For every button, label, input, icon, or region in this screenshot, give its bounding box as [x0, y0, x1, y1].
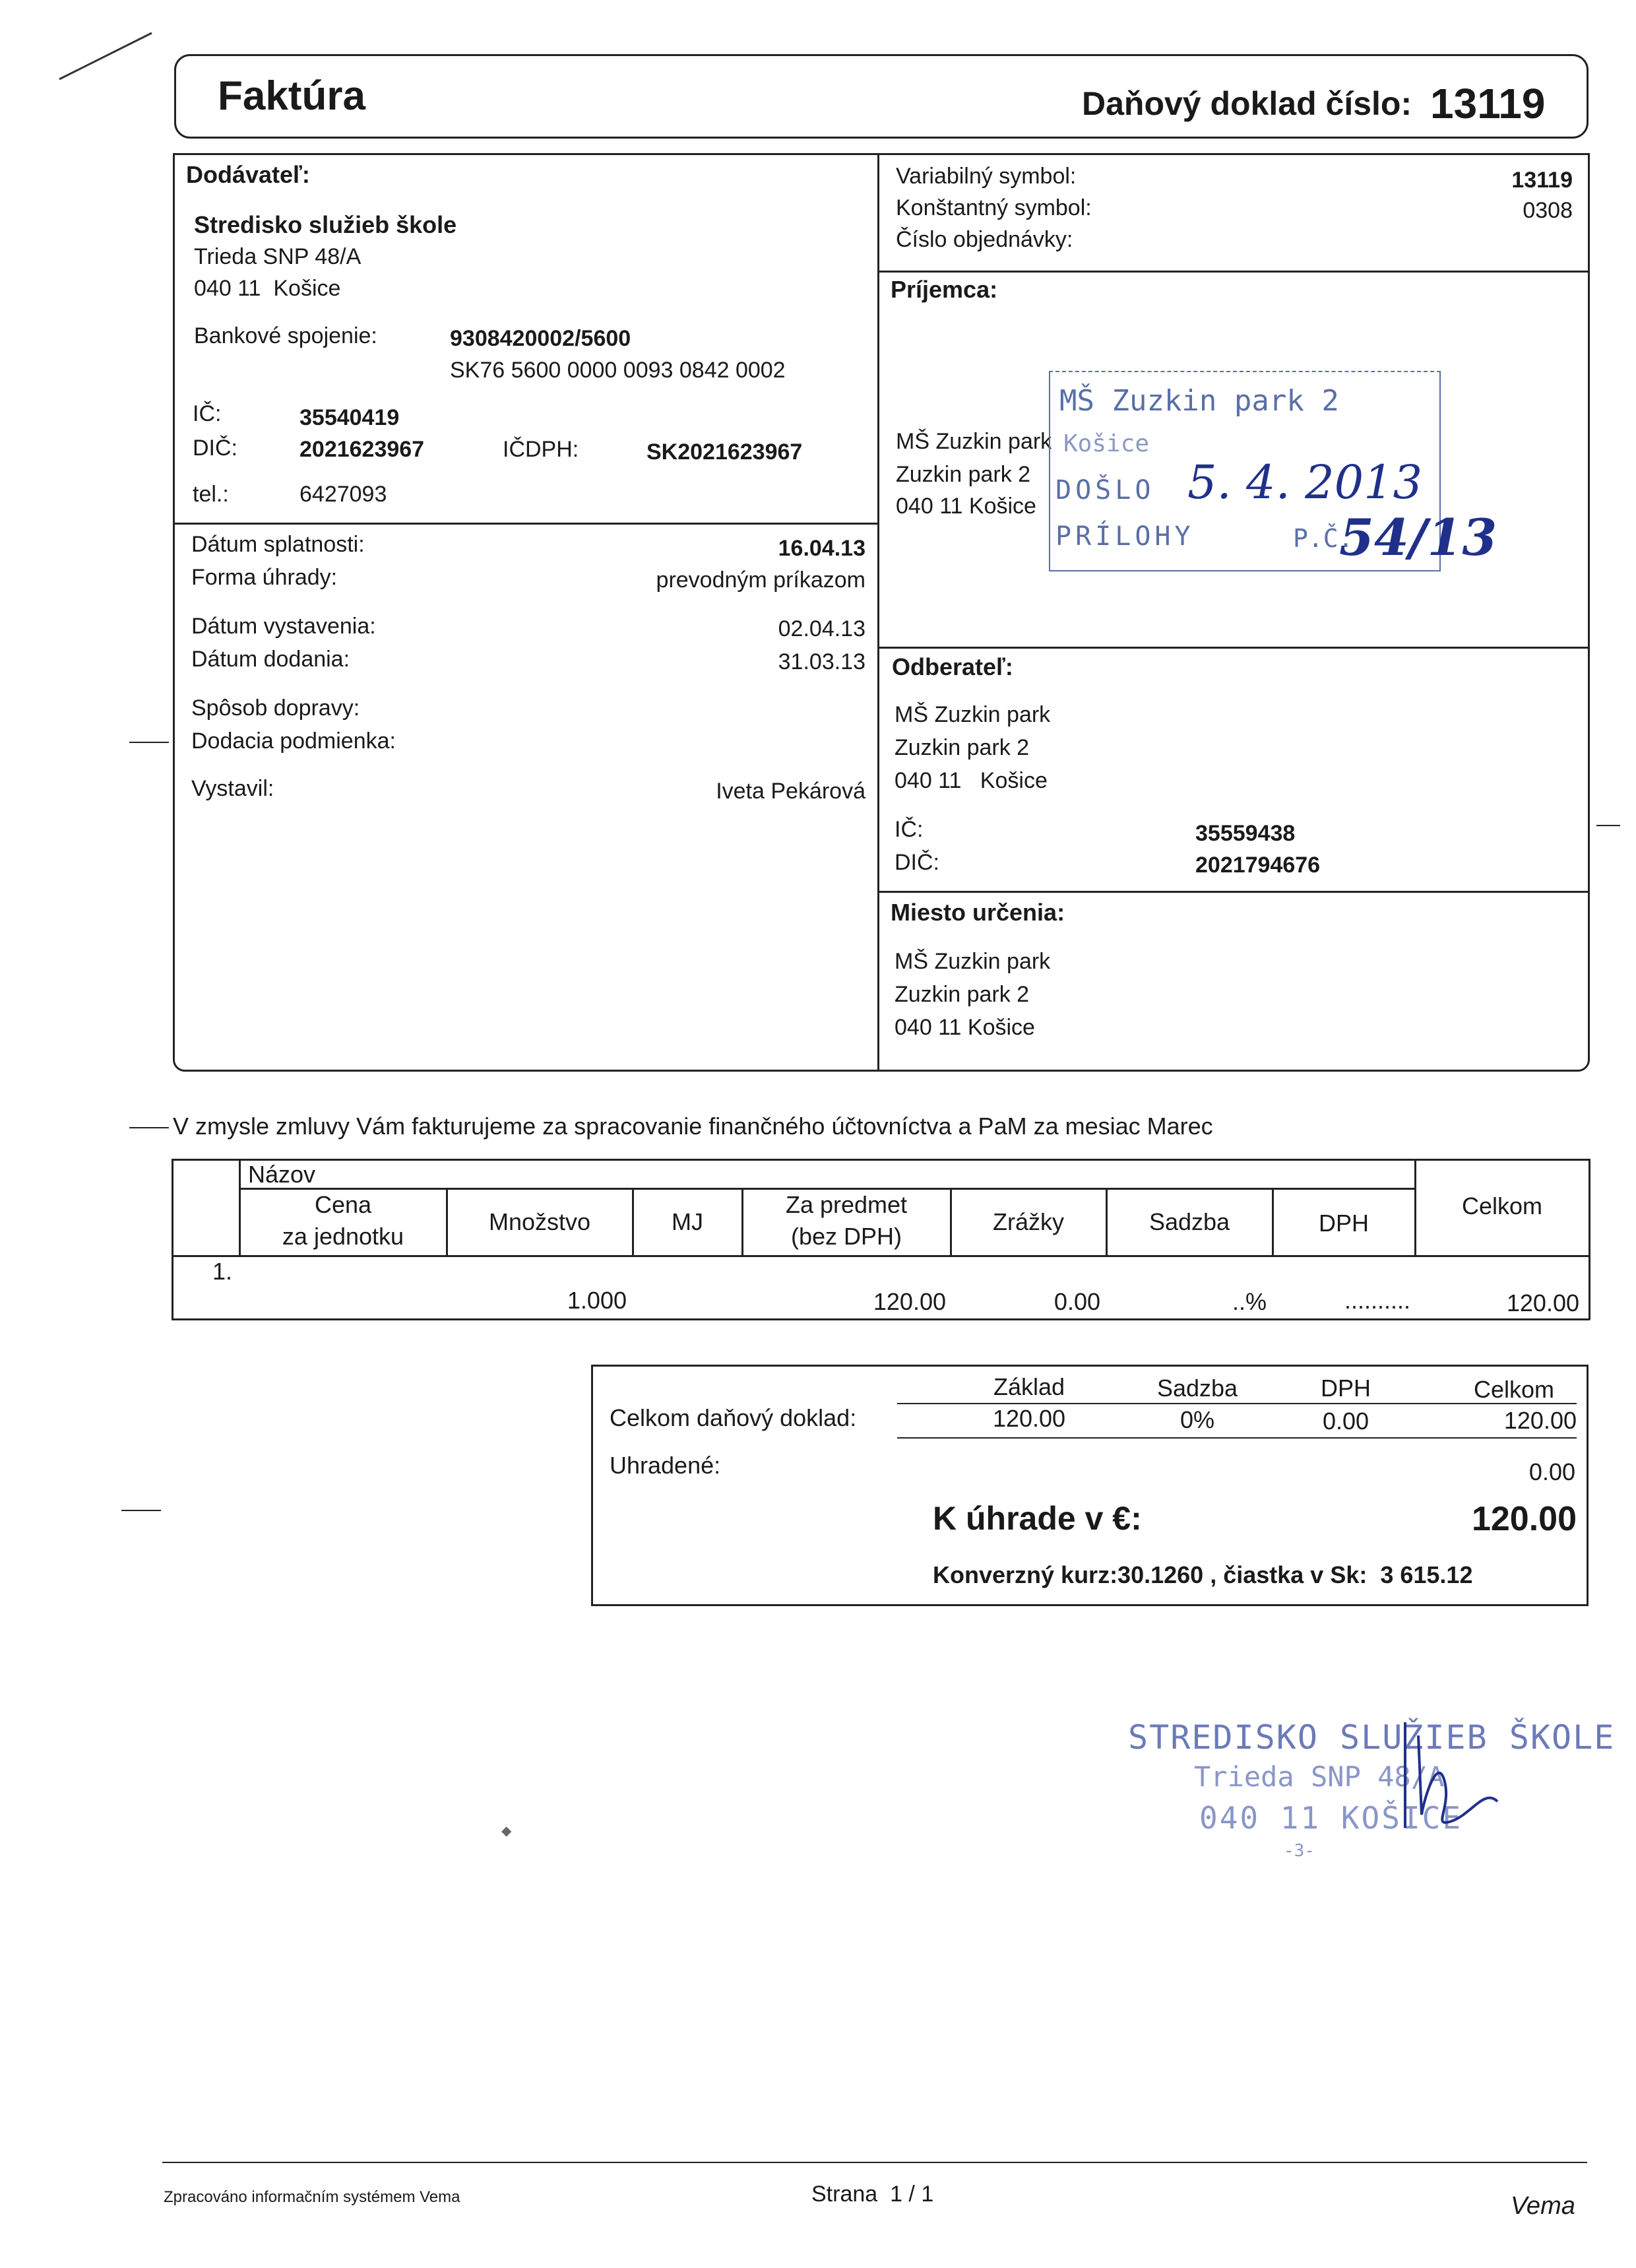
- received-stamp-line4: PRÍLOHY: [1055, 521, 1195, 552]
- stray-mark: ◆: [501, 1824, 512, 1838]
- paid-amount: 0.00: [1528, 1458, 1575, 1485]
- summary-base: 120.00: [992, 1405, 1066, 1432]
- summary-total: 120.00: [1503, 1407, 1577, 1434]
- iban: SK76 5600 0000 0093 0842 0002: [450, 358, 786, 383]
- recipient-name: MŠ Zuzkin park: [896, 429, 1052, 454]
- summary-rate-header: Sadzba: [1156, 1375, 1238, 1402]
- tel-label: tel.:: [193, 482, 229, 507]
- row-total: 120.00: [1506, 1289, 1579, 1316]
- paid-label: Uhradené:: [610, 1452, 721, 1479]
- footer-system: Zpracováno informačním systémem Vema: [164, 2188, 460, 2206]
- supplier-dic: 2021623967: [299, 437, 425, 462]
- bank-label: Bankové spojenie:: [194, 323, 377, 348]
- supplier-name: Stredisko služieb škole: [194, 211, 457, 238]
- received-date-handwritten: 5. 4. 2013: [1187, 455, 1423, 509]
- row-vat: ..........: [1344, 1287, 1410, 1314]
- col-unit-price-header-1: Cena: [314, 1191, 372, 1218]
- invoice-title: Faktúra: [218, 73, 365, 119]
- summary-rate: 0%: [1180, 1406, 1215, 1433]
- header-box: [173, 153, 1590, 1072]
- pen-mark: [53, 26, 158, 86]
- supplier-street: Trieda SNP 48/A: [194, 244, 362, 269]
- row-quantity: 1.000: [567, 1287, 627, 1314]
- received-stamp-line2: Košice: [1063, 430, 1150, 457]
- doc-number: 13119: [1430, 80, 1546, 127]
- customer-heading: Odberateľ:: [892, 653, 1013, 680]
- transport-label: Spôsob dopravy:: [191, 696, 360, 721]
- var-symbol-label: Variabilný symbol:: [896, 164, 1077, 189]
- col-rate-header: Sadzba: [1148, 1208, 1230, 1235]
- received-stamp-line1: MŠ Zuzkin park 2: [1059, 384, 1339, 418]
- dic-label: DIČ:: [193, 436, 237, 461]
- delivery-date-label: Dátum dodania:: [191, 647, 350, 672]
- company-stamp-line4: -3-: [1284, 1841, 1315, 1861]
- issue-date: 02.04.13: [778, 616, 865, 641]
- amount-due-label: K úhrade v €:: [933, 1500, 1142, 1537]
- delivery-terms-label: Dodacia podmienka:: [191, 729, 396, 754]
- supplier-tel: 6427093: [299, 482, 387, 507]
- supplier-city: 040 11 Košice: [194, 276, 341, 301]
- var-symbol: 13119: [1511, 168, 1573, 193]
- conversion-rate: Konverzný kurz:30.1260 , čiastka v Sk: 3 615.12: [933, 1561, 1473, 1588]
- destination-city: 040 11 Košice: [895, 1015, 1035, 1040]
- col-net-header-2: (bez DPH): [790, 1223, 902, 1250]
- company-stamp-line2: Trieda SNP 48/A: [1194, 1761, 1445, 1793]
- due-date: 16.04.13: [778, 536, 865, 561]
- received-stamp-line5: P.Č.: [1293, 524, 1354, 553]
- customer-ico: 35559438: [1195, 821, 1296, 846]
- col-vat-header: DPH: [1318, 1210, 1369, 1237]
- row-net: 120.00: [873, 1288, 946, 1315]
- customer-name: MŠ Zuzkin park: [895, 702, 1051, 727]
- const-symbol: 0308: [1523, 198, 1573, 223]
- col-quantity-header: Množstvo: [488, 1208, 591, 1235]
- col-net-header-1: Za predmet: [785, 1191, 908, 1218]
- destination-name: MŠ Zuzkin park: [895, 949, 1051, 974]
- recipient-heading: Príjemca:: [891, 276, 998, 303]
- supplier-heading: Dodávateľ:: [186, 161, 310, 188]
- customer-ico-label: IČ:: [895, 817, 924, 842]
- col-total-header: Celkom: [1461, 1192, 1543, 1219]
- received-stamp-line3: DOŠLO: [1055, 475, 1155, 505]
- col-unit-header: MJ: [672, 1208, 703, 1235]
- company-stamp-line1: STREDISKO SLUŽIEB ŠKOLE: [1128, 1718, 1616, 1757]
- doc-label: Daňový doklad číslo:: [1082, 85, 1412, 122]
- icdph-label: IČDPH:: [503, 437, 579, 462]
- bank-account: 9308420002/5600: [450, 326, 631, 351]
- ico-label: IČ:: [193, 401, 222, 426]
- company-stamp-line3: 040 11 KOŠICE: [1199, 1800, 1463, 1836]
- summary-total-label: Celkom daňový doklad:: [610, 1404, 857, 1431]
- signature: [1385, 1716, 1504, 1841]
- intro-text: V zmysle zmluvy Vám fakturujeme za spracovanie finančného účtovníctva a PaM za mesiac Marec: [173, 1113, 1213, 1140]
- issuer-label: Vystavil:: [191, 776, 274, 801]
- row-index: 1.: [212, 1258, 233, 1285]
- footer-brand: Vema: [1511, 2192, 1575, 2220]
- destination-heading: Miesto určenia:: [891, 899, 1065, 926]
- issuer-name: Iveta Pekárová: [716, 779, 865, 804]
- col-unit-price-header-2: za jednotku: [282, 1223, 404, 1250]
- issue-date-label: Dátum vystavenia:: [191, 614, 376, 639]
- recipient-city: 040 11 Košice: [896, 494, 1036, 519]
- summary-vat-header: DPH: [1320, 1375, 1371, 1402]
- row-rate: ..%: [1232, 1288, 1267, 1315]
- destination-street: Zuzkin park 2: [895, 982, 1030, 1007]
- col-deductions-header: Zrážky: [993, 1208, 1064, 1235]
- delivery-date: 31.03.13: [778, 649, 865, 674]
- summary-base-header: Základ: [993, 1373, 1065, 1400]
- supplier-ico: 35540419: [299, 405, 400, 430]
- payment-form: prevodným príkazom: [656, 567, 865, 593]
- order-number-label: Číslo objednávky:: [896, 227, 1073, 252]
- customer-dic-label: DIČ:: [895, 850, 939, 875]
- customer-city: 040 11 Košice: [895, 768, 1048, 793]
- payment-form-label: Forma úhrady:: [191, 565, 338, 590]
- row-deductions: 0.00: [1054, 1288, 1100, 1315]
- col-name-header: Názov: [248, 1161, 316, 1188]
- due-date-label: Dátum splatnosti:: [191, 532, 365, 557]
- amount-due: 120.00: [1471, 1500, 1577, 1538]
- footer-page: Strana 1 / 1: [811, 2182, 934, 2207]
- customer-street: Zuzkin park 2: [895, 735, 1030, 760]
- recipient-street: Zuzkin park 2: [896, 462, 1031, 487]
- customer-dic: 2021794676: [1195, 853, 1321, 878]
- summary-total-header: Celkom: [1473, 1376, 1555, 1403]
- summary-vat: 0.00: [1322, 1408, 1369, 1435]
- const-symbol-label: Konštantný symbol:: [896, 195, 1092, 220]
- supplier-icdph: SK2021623967: [646, 439, 803, 465]
- received-number-handwritten: 54/13: [1339, 508, 1497, 567]
